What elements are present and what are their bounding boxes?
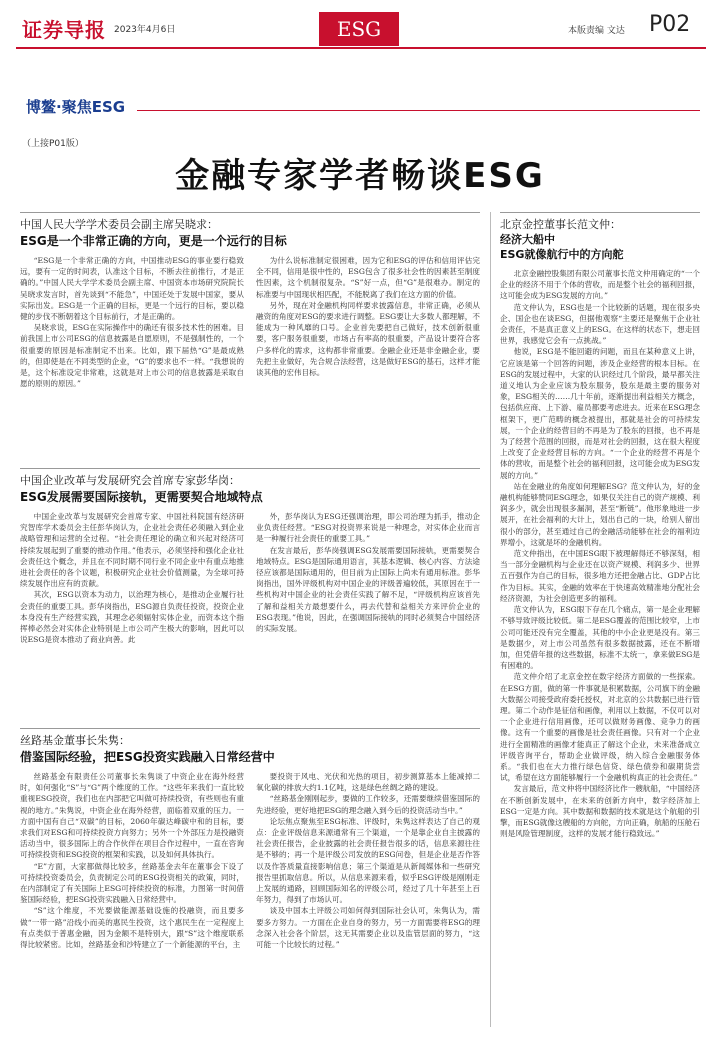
section-fan-wenzhong [500,212,700,1028]
masthead [0,0,720,48]
paragraph: 吴晓求说，ESG在实际操作中的确还有很多技术性的困难。目前我国上市公司ESG的信息披露是自愿原则，不是强制性的，一个很重要的原因是标准制定不出来。比如，跟下届热“G”是最成熟的，但即使是在不同类型的企业，“G”的要求也不一样。“我想说的是，这个标准设定非常难，这就是对上市公司的信息披露是采取自愿的原则的原因。” [20,323,244,389]
issue-date: 2023年4月6日 [114,25,176,35]
topic-banner [20,92,700,122]
paragraph: 谈及中国本土评级公司如何得到国际社会认可，朱隽认为，需要多方努力。一方面在企业自身的努力，另一方面需要将ESG的理念深入社会各个阶层，这无其需要企业以及监管层面的努力，“这可能一个比较长的过程。” [256,906,480,950]
page-number: P02 [649,12,691,37]
paragraph: 中国企业改革与发展研究会首席专家、中国社科院国有经济研究智库学术委员会主任彭华岗认为，企业社会责任必须融入到企业战略管理和运营的全过程。“社会责任理论的确立和兴起对经济可持续发展起到了重要的推动作用。”他表示，必须坚持和强化企业社会责任这个概念，并且在不同时期不同行业不同企业中有重点地推进社会责任的各个议题，积极研究企业社会价值测量，为全球可持续发展作出应有的贡献。 [20,512,244,589]
section-title: ESG是一个非常正确的方向，更是一个远行的目标 [20,234,287,248]
section-label: ESG [319,12,399,46]
paragraph: 其次，ESG以资本为动力，以治理为核心，是推动企业履行社会责任的重要工具。彭华岗指出，ESG源自负责任投资，投资企业本身没有生产经营实践，其理念必须辐射实体企业，而资本这个指挥棒必然会对实体企业特别是上市公司产生极大的影响，因此可以说ESG是资本推动了商业向善。此 [20,590,244,645]
paragraph: 论坛焦点聚焦至ESG标准、评级时，朱隽这样表达了自己的观点：企业评级信息来源通常有三个渠道，一个是靠企业自主披露的社会责任报告，企业披露的社会责任报告很多的话，信息来源往往是不够的；再一个是评级公司发放的ESG问卷，但是企业是否作答以及作答质量直接影响信息；第三个渠道是从新闻媒体和一些研究报告里抓取信息。所以，从信息来源来看，似乎ESG评级是刚刚走上发展的通路，回顾国际知名的评级公司，经过了几十年甚至上百年努力，得到了市场认可。 [256,816,480,905]
paragraph: 范文仲指出，在中国ESG眼下被理解得还不够深刻，相当一部分金融机构与企业还在以资产规模、利润多少、世界五百强作为自己的目标，很多地方还把金融占比、GDP占比作为目标。其实，金融的效率在于快速高效精准地分配社会经济资源，为社会创造更多的福利。 [500,549,700,603]
section-peng-huagang [20,468,480,733]
section-wu-xiaoqiu [20,212,480,465]
section-subtitle: 中国企业改革与发展研究会首席专家彭华岗： [20,468,480,488]
paragraph: 要投资于风电、光伏和光热的项目，初步测算基本上能减掉二氧化碳的排放大约1.1亿吨，这是绿色丝绸之路的建设。 [256,772,480,793]
section-title: ESG发展需要国际接轨，更需要契合地域特点 [20,490,263,504]
section-title-line: 经济大船中 [500,233,555,246]
article-column [256,771,480,1033]
paragraph: 北京金融控股集团有限公司董事长范文仲用确定的“一个企业的经济不用于个体的营收，而是整个社会的福利回报，这可能会成为ESG发展的方向。” [500,269,700,301]
column-divider [490,212,491,1027]
paragraph: 他说，ESG是不能回避的问题，而且在某种意义上讲，它应该是第一个回答的问题，涉及企业经营的根本目标。在ESG的发展过程中，大家的认识经过几个阶段，最早都关注道义地认为企业应该为股东服务，股东是最主要的服务对象，ESG相关的……几十年前，逐渐提出利益相关方概念，包括供应商、上下游、雇员都要考虑进去。近来在ESG理念框架下，更广范畴的概念被提出，那就是社会的可持续发展，一个企业的经营目的不再是为了股东的回报，也不再是为了经营个范围的回报，而是对社会的回报，这在很大程度上改变了企业经营目标的方向。“一个企业的经营不再是个体的营收，而是整个社会的福利回报，这可能会成为ESG发展的方向。” [500,347,700,480]
paragraph: 范文仲认为，ESG眼下存在几个痛点，第一是企业理解不够导致评级比较低。第二是ESG覆盖的范围比较窄，上市公司可能还没有完全覆盖，其他的中小企业更是没有。第三是数据少，对上市公司虽然有很多数据披露，还在不断增加，但凭借年报的这些数据，标准不太统一，拿来做ESG是有困难的。 [500,605,700,671]
paragraph: “丝路基金刚刚起步，要做的工作较多，还需要继续借鉴国际的先进经验，更好地把ESG的理念融入到今后的投资活动当中。” [256,794,480,815]
paragraph: 外，彭华岗认为ESG还强调治理，即公司治理为抓手，推动企业负责任经营。“ESG对投资界来说是一种理念，对实体企业而言是一种履行社会责任的重要工具。” [256,512,480,544]
section-subtitle: 北京金控董事长范文仲： [500,212,700,232]
section-subtitle: 丝路基金董事长朱隽： [20,728,480,748]
article-column [20,255,244,465]
paragraph: 站在金融业的角度如何理解ESG？范文仲认为，好的金融机构能够赞同ESG理念，如果仅关注自己的资产规模、利润多少，就会出现很多漏洞，甚至“断链”。他形象地进一步展开，在社会福利的大计上，划出自己的一块，给别人留出很小的部分，甚至通过自己的金融活动能够在社会的福利边界增小，这就是坏的金融机构。 [500,481,700,547]
paragraph: 发言最后，范文仲将中国经济比作一艘航船，“中国经济在不断创新发展中，在未来的创新方向中，数字经济加上ESG一定是方向。其中数据和数据的技术就是这个航船的引擎，而ESG就像这艘船的方向舵，方向正确，航船的压舱石则是风险管理制度，这样的发展才能行稳致远。” [500,784,700,839]
masthead-divider [16,47,706,49]
article-column [256,255,480,465]
article-column [20,511,244,733]
paragraph: “S”这个维度，不光要做能源基础设施的投融资，而且要多做“一带一路”沿线小而美的惠民生投资，这个惠民生在一定程度上有点类似于普惠金融，因为金额不是特别大，跟“S”这个维度联系得比较紧密。比如，丝路基金和沙特建立了一个新能源的平台，主 [20,906,244,950]
banner-tag: 博鳌·聚焦ESG [20,96,137,118]
article-column [256,511,480,733]
article-column [20,771,244,1033]
section-subtitle: 中国人民大学学术委员会副主席吴晓求： [20,212,480,232]
continued-note: （上接P01版） [22,139,84,149]
paragraph: “ESG是一个非常正确的方向，中国推动ESG的事业要行稳致远，要有一定的时间表，认准这个目标，不断去往前推行，才是正确的。”中国人民大学学术委员会副主席、中国资本市场研究院院长吴晓求发言时，首先谈到“不能急”，中国还处于发展中国家，要从实际出发。ESG是一个正确的目标，更是一个远行的目标，要以稳健的步伐不断朝着这个目标前行，才是正确的。 [20,256,244,322]
paragraph: “E”方面，大家都做得比较多，丝路基金去年在董事会下设了可持续投资委员会，负责制定公司的ESG投资相关的政策，同时，在内部制定了有关国际上ESG可持续投资的标准，力图第一时间借鉴国际经验，把ESG投资实践融入日常经营中。 [20,861,244,905]
paragraph: 为什么说标准制定很困难，因为它和ESG的评估和信用评估完全不同，信用是很中性的，ESG包含了很多社会性的因素甚至制度性因素，这个机制很复杂。“S”好一点，但“G”是很难办。制定的标准要与中国现状相匹配，不能脱离了我们在这方面的价值。 [256,256,480,299]
section-title-line: ESG就像航行中的方向舵 [500,248,624,261]
paragraph: 范文仲介绍了北京金控在数字经济方面做的一些探索。在ESG方面，做的第一件事就是积累数据，公司旗下的金融大数据公司接受政府委托授权，对北京的公共数据已进行管理。第二个动作是征信和画像，利用以上数据，不仅可以对一个企业进行信用画像，还可以做财务画像、竞争力的画像。这有一个重要的画像是社会责任画像。只有对一个企业进行全面精准的画像才能真正了解这个企业，未来准备成立评级咨询平台，帮助企业做评级，纳入综合金融服务体系。“我们也在大力推行绿色信贷、绿色债券和碳期货尝试，希望在这方面能够履行一个金融机构真正的社会责任。” [500,672,700,783]
page-editor: 本版责编 文达 [568,26,625,36]
paper-name: 证券导报 [22,18,106,42]
paragraph: 丝路基金有限责任公司董事长朱隽谈了中资企业在海外经营时，如何强化“S”与“G”两个维度的工作。“这些年来我们一直比较重视ESG投资，我们也在内部把它叫做可持续投资，有些则也有重视的地方。”朱隽说，中资企业在海外经营，面临着双重的压力。一方面中国有自己“双碳”的目标，2060年碳达峰碳中和的目标，要求我们对ESG和可持续投资方向努力；另外一个外部压力是投融资活动当中，很多国际上的合作伙伴在项目合作过程中，一直在咨询可持续投资和ESG投资的框架和实践，以及如何具体执行。 [20,772,244,860]
section-zhu-jun [20,728,480,1033]
article-column [500,268,700,1028]
paragraph: 另外，现在对金融机构同样要求披露信息，非常正确，必须从融资的角度对ESG的要求进行调整。ESG要让大多数人都理解，不能成为一种风靡的口号。企业首先要把自己做好，技术创新很重要，客户服务很重要，市场占有率高的很重要，产品设计要符合客户多样化的需求，这构都非常重要。金融企业还是非金融企业，要先把主业做好，先合规合法经营，这是做好ESG的基石，这样才能谈其他的宏伟目标。 [256,300,480,378]
paragraph: 范文仲认为，ESG也是一个比较新的话题，现在很多央企、国企也在谈ESG，但据他观察“主要还是聚焦于企业社会责任，不是真正意义上的ESG。在这样的状态下，想走回世界，我感觉它会有一点挑战。” [500,302,700,346]
section-title: 借鉴国际经验，把ESG投资实践融入日常经营中 [20,750,275,764]
page-headline: 金融专家学者畅谈ESG [175,156,545,196]
paragraph: 在发言最后，彭华岗强调ESG发展需要国际接轨，更需要契合地域特点。ESG是国际通用语言，其基本逻辑、核心内容、方法途径应该都是国际通用的，但目前为止国际上尚未有通用标准。彭华岗指出，国外评级机构对中国企业的评级普遍较低，其原因在于一些机构对中国企业的社会责任实践了解不足，“评级机构应该首先了解和益相关方最想要什么，再去代替和益相关方来评价企业的ESG表现。”他说，因此，在强调国际接轨的同时必须契合中国经济的实际发展。 [256,545,480,634]
